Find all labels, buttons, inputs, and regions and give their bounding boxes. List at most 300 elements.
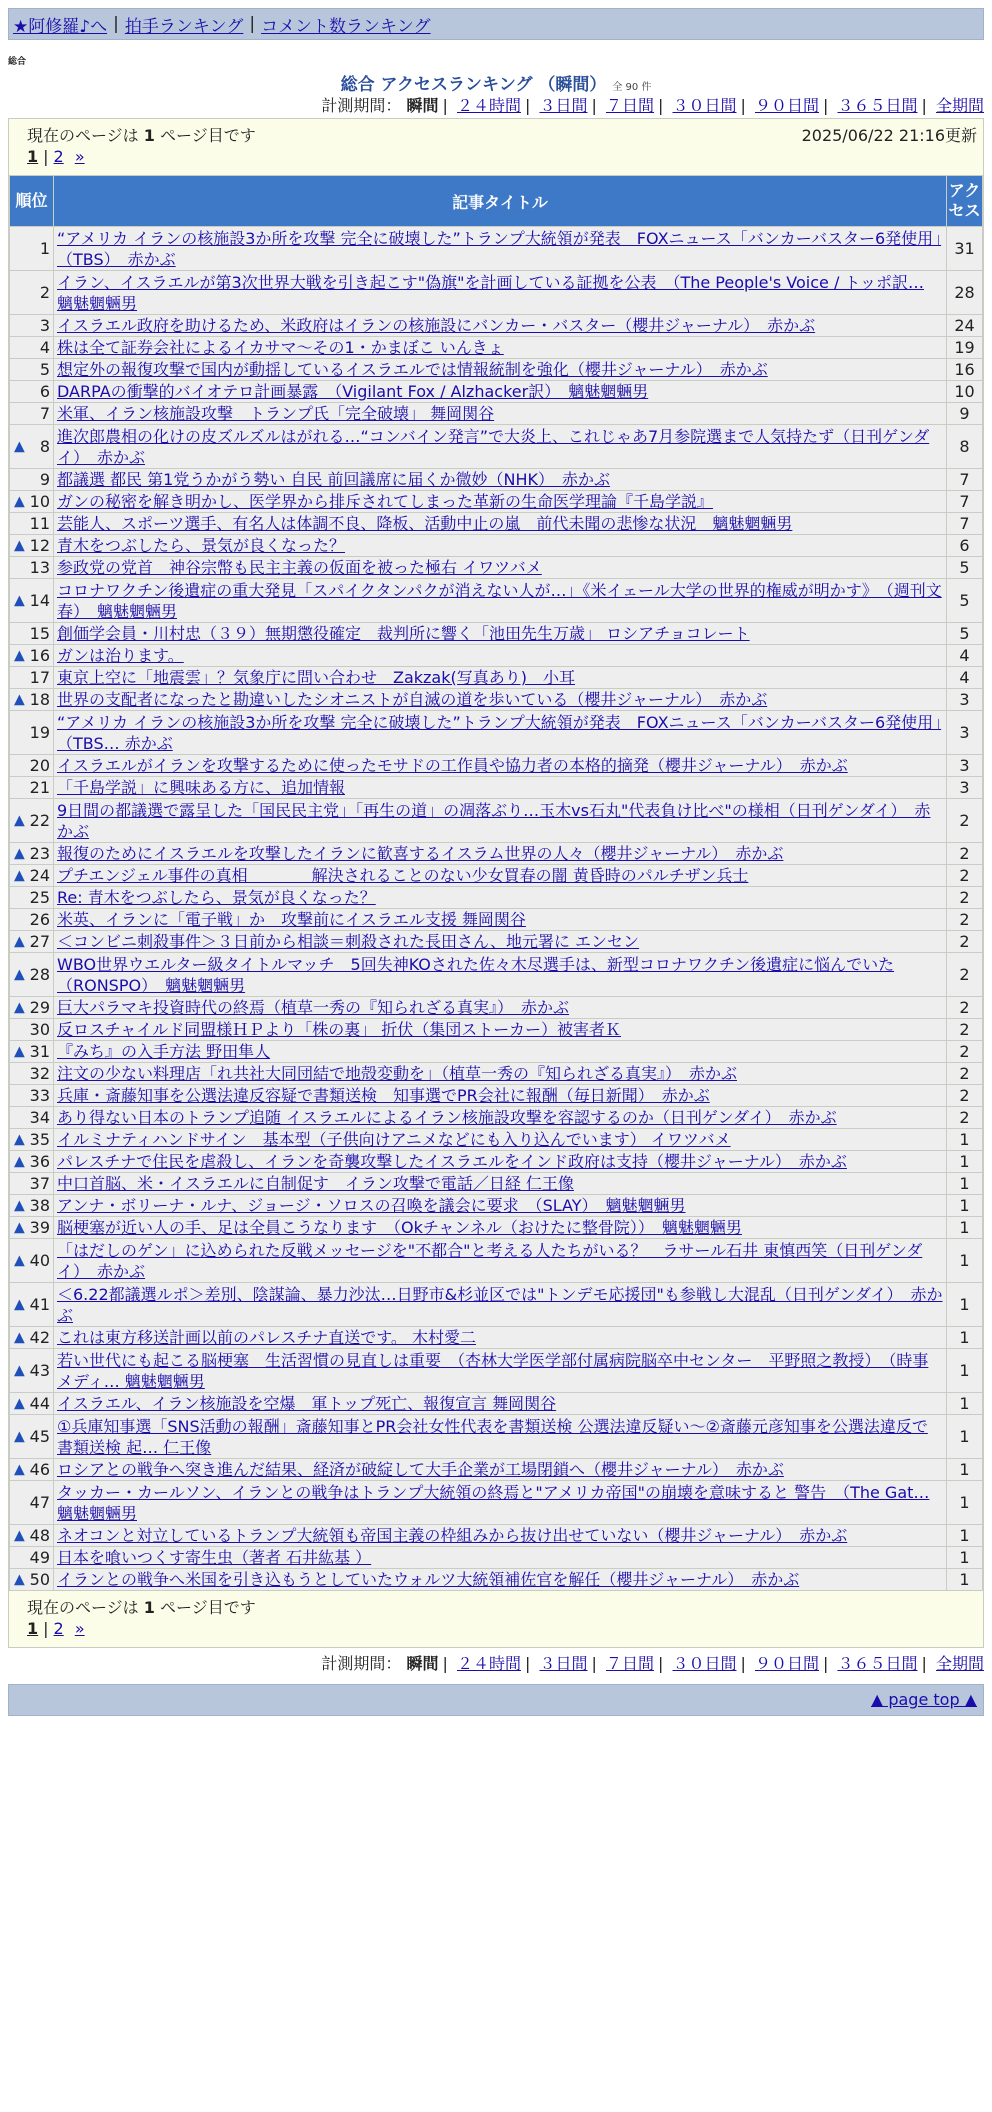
table-row [10, 535, 983, 557]
period-30d-link[interactable]: ３０日間 [672, 96, 737, 115]
article-link[interactable]: 注文の少ない料理店「れ共社大同団結で地殻変動を」（植草一秀の『知られざる真実』） 赤かぶ [57, 1064, 738, 1083]
article-link[interactable]: 巨大パラマキ投資時代の終焉（植草一秀の『知られざる真実』） 赤かぶ [57, 998, 570, 1017]
period-90d-link[interactable]: ９０日間 [754, 1654, 819, 1673]
period-label: 計測期間： [321, 96, 402, 115]
page-1-current: 1 [27, 1619, 39, 1638]
title-cell [54, 997, 947, 1019]
rank-number: 45 [29, 1427, 50, 1446]
article-link[interactable]: 報復のためにイスラエルを攻撃したイランに歓喜するイスラム世界の人々（櫻井ジャーナル） 赤かぶ [57, 844, 784, 863]
rank-up-arrow-icon: ▲ [14, 1461, 25, 1477]
page-top-link[interactable]: ▲ page top ▲ [870, 1690, 977, 1709]
table-row [10, 1349, 983, 1393]
rank-cell [10, 997, 54, 1019]
title-cell [54, 1195, 947, 1217]
rank-number: 25 [29, 888, 50, 907]
access-count: 4 [947, 645, 983, 667]
rank-number: 11 [29, 514, 50, 533]
title-cell [54, 1283, 947, 1327]
rank-number: 31 [29, 1042, 50, 1061]
access-count: 2 [947, 997, 983, 1019]
article-link[interactable]: DARPAの衝撃的バイオテロ計画暴露 （Vigilant Fox / Alzhacker訳） 魑魅魍魎男 [57, 382, 649, 401]
title-cell [54, 1525, 947, 1547]
article-link[interactable]: 世界の支配者になったと勘違いしたシオニストが自滅の道を歩いている（櫻井ジャーナル） 赤かぶ [57, 690, 768, 709]
article-link[interactable]: ロシアとの戦争へ突き進んだ結果、経済が破綻して大手企業が工場閉鎖へ（櫻井ジャーナル） 赤かぶ [57, 1460, 784, 1479]
access-count: 1 [947, 1393, 983, 1415]
article-link[interactable]: ガンの秘密を解き明かし、医学界から排斥されてしまった革新の生命医学理論『千島学説』 [57, 492, 714, 511]
rank-cell [10, 271, 54, 315]
ranking-title: 総合 アクセスランキング （瞬間） [340, 75, 607, 95]
nav-separator: | [249, 14, 256, 34]
rank-up-arrow-icon: ▲ [14, 845, 25, 861]
period-label: 計測期間： [321, 1654, 402, 1673]
access-count: 1 [947, 1525, 983, 1547]
rank-up-arrow-icon: ▲ [14, 1043, 25, 1059]
access-count: 24 [947, 315, 983, 337]
rank-up-arrow-icon: ▲ [14, 933, 25, 949]
rank-number: 39 [29, 1218, 50, 1237]
title-cell [54, 359, 947, 381]
article-link[interactable]: 青木をつぶしたら、景気が良くなった？ [57, 536, 346, 555]
period-7d-link[interactable]: ７日間 [605, 1654, 654, 1673]
period-3d-link[interactable]: ３日間 [539, 96, 588, 115]
title-cell [54, 1327, 947, 1349]
title-cell [54, 1415, 947, 1459]
rank-number: 42 [29, 1328, 50, 1347]
table-row [10, 667, 983, 689]
title-cell [54, 1481, 947, 1525]
title-cell [54, 931, 947, 953]
rank-number: 34 [29, 1108, 50, 1127]
footer-bar [8, 1684, 984, 1716]
title-cell [54, 953, 947, 997]
title-cell [54, 1569, 947, 1591]
period-365d-link[interactable]: ３６５日間 [837, 1654, 918, 1673]
rank-cell [10, 865, 54, 887]
rank-cell [10, 1173, 54, 1195]
access-count: 3 [947, 689, 983, 711]
title-cell [54, 843, 947, 865]
access-count: 5 [947, 579, 983, 623]
current-page-text: 現在のページは 1 ページ目です [27, 1598, 256, 1617]
rank-cell [10, 931, 54, 953]
period-selector-top: 計測期間： 瞬間 | ２４時間 | ３日間 | ７日間 | ３０日間 | ９０日間 | ３６５日間 | 全期間 [321, 96, 984, 115]
rank-number: 8 [39, 437, 50, 456]
ranking-box [8, 118, 984, 1648]
rank-number: 35 [29, 1130, 50, 1149]
rank-number: 43 [29, 1361, 50, 1380]
title-cell [54, 425, 947, 469]
article-link[interactable]: アンナ・ボリーナ・ルナ、ジョージ・ソロスの召喚を議会に要求 （SLAY） 魑魅魍魎男 [57, 1196, 686, 1215]
rank-number: 21 [29, 778, 50, 797]
table-row [10, 1151, 983, 1173]
title-cell [54, 315, 947, 337]
rank-up-arrow-icon: ▲ [14, 1362, 25, 1378]
table-row [10, 953, 983, 997]
rank-number: 44 [29, 1394, 50, 1413]
article-link[interactable]: WBO世界ウエルター級タイトルマッチ 5回失神KOされた佐々木尽選手は、新型コロナワクチン後遺症に悩んでいた（RONSPO） 魑魅魍魎男 [57, 954, 895, 995]
title-cell [54, 513, 947, 535]
rank-up-arrow-icon: ▲ [14, 537, 25, 553]
title-cell [54, 1085, 947, 1107]
rank-number: 26 [29, 910, 50, 929]
rank-cell [10, 953, 54, 997]
rank-header: 順位 [10, 176, 54, 227]
period-3d-link[interactable]: ３日間 [539, 1654, 588, 1673]
rank-number: 19 [29, 723, 50, 742]
pagination-bottom: 1 | 2 » [27, 1619, 85, 1638]
rank-cell [10, 689, 54, 711]
rank-number: 9 [39, 470, 50, 489]
rank-number: 49 [29, 1548, 50, 1567]
title-cell [54, 491, 947, 513]
rank-cell [10, 557, 54, 579]
table-row [10, 1283, 983, 1327]
table-row [10, 1327, 983, 1349]
rank-cell [10, 909, 54, 931]
page-1-current: 1 [27, 147, 39, 166]
rank-number: 1 [39, 239, 50, 258]
rank-up-arrow-icon: ▲ [14, 647, 25, 663]
rank-number: 3 [39, 316, 50, 335]
title-cell [54, 1041, 947, 1063]
article-link[interactable]: “アメリカ イランの核施設3か所を攻撃 完全に破壊した”トランプ大統領が発表 FOXニュース「バンカーバスター6発使用」（TBS） 赤かぶ [57, 228, 942, 269]
article-link[interactable]: ＜6.22都議選ルポ＞差別、陰謀論、暴力沙汰…日野市&杉並区では"トンデモ応援団"も参戦し大混乱（日刊ゲンダイ） 赤かぶ [57, 1284, 943, 1325]
table-row [10, 887, 983, 909]
rank-number: 5 [39, 360, 50, 379]
article-link[interactable]: 9日間の都議選で露呈した「国民民主党」「再生の道」の凋落ぶり…玉木vs石丸"代表負け比べ"の様相（日刊ゲンダイ） 赤かぶ [57, 800, 931, 841]
access-count: 2 [947, 865, 983, 887]
rank-number: 15 [29, 624, 50, 643]
article-link[interactable]: 創価学会員・川村忠（３９）無期懲役確定 裁判所に響く「池田先生万歳」 ロシアチョコレート [57, 624, 750, 643]
access-count: 1 [947, 1195, 983, 1217]
title-cell [54, 1217, 947, 1239]
page-2-link[interactable]: 2 [53, 147, 64, 166]
article-link[interactable]: タッカー・カールソン、イランとの戦争はトランプ大統領の終焉と"アメリカ帝国"の崩壊を意味すると 警告 （The Gat… 魑魅魍魎男 [57, 1482, 930, 1523]
table-row [10, 1019, 983, 1041]
rank-up-arrow-icon: ▲ [14, 812, 25, 828]
article-link[interactable]: 米軍、イラン核施設攻撃 トランプ氏「完全破壊」 舞岡関谷 [57, 404, 495, 423]
rank-up-arrow-icon: ▲ [14, 691, 25, 707]
rank-cell [10, 403, 54, 425]
rank-cell [10, 1217, 54, 1239]
article-link[interactable]: “アメリカ イランの核施設3か所を攻撃 完全に破壊した”トランプ大統領が発表 FOXニュース「バンカーバスター6発使用」（TBS… 赤かぶ [57, 712, 942, 753]
clap-ranking-link[interactable]: 拍手ランキング [124, 16, 244, 37]
access-count: 1 [947, 1547, 983, 1569]
article-link[interactable]: ＜コンビニ刺殺事件＞３日前から相談＝刺殺された長田さん、地元署に エンセン [57, 932, 640, 951]
rank-cell [10, 1459, 54, 1481]
title-cell [54, 403, 947, 425]
rank-number: 18 [29, 690, 50, 709]
rank-up-arrow-icon: ▲ [14, 1329, 25, 1345]
title-cell [54, 777, 947, 799]
article-link[interactable]: イルミナティハンドサイン 基本型（子供向けアニメなどにも入り込んでいます） イワツバメ [57, 1130, 731, 1149]
rank-cell [10, 535, 54, 557]
rank-cell [10, 1415, 54, 1459]
rank-cell [10, 1525, 54, 1547]
access-count: 1 [947, 1283, 983, 1327]
access-count: 1 [947, 1349, 983, 1393]
category-label: 総合 [8, 57, 27, 67]
page-2-link[interactable]: 2 [53, 1619, 64, 1638]
table-row [10, 1195, 983, 1217]
rank-cell [10, 1547, 54, 1569]
access-count: 1 [947, 1239, 983, 1283]
article-link[interactable]: 日本を喰いつくす寄生虫（著者 石井紘基 ） [57, 1548, 372, 1567]
article-link[interactable]: 『みち』の入手方法 野田隼人 [57, 1042, 271, 1061]
table-row [10, 1107, 983, 1129]
article-link[interactable]: イスラエルがイランを攻撃するために使ったモサドの工作員や協力者の本格的摘発（櫻井ジャーナル） 赤かぶ [57, 756, 848, 775]
access-count: 5 [947, 557, 983, 579]
table-row [10, 557, 983, 579]
table-row [10, 1129, 983, 1151]
article-link[interactable]: 東京上空に「地震雲」？気象庁に問い合わせ Zakzak(写真あり) 小耳 [57, 668, 575, 687]
rank-number: 38 [29, 1196, 50, 1215]
pagination-top: 1 | 2 » [27, 147, 85, 166]
period-90d-link[interactable]: ９０日間 [754, 96, 819, 115]
article-link[interactable]: パレスチナで住民を虐殺し、イランを奇襲攻撃したイスラエルをインド政府は支持（櫻井ジャーナル） 赤かぶ [57, 1152, 847, 1171]
home-link[interactable]: ★阿修羅♪へ [13, 16, 108, 37]
access-header: アクセス [947, 176, 983, 227]
page-info-bottom [9, 1591, 983, 1647]
article-link[interactable]: Re: 青木をつぶしたら、景気が良くなった？ [57, 888, 376, 907]
rank-number: 13 [29, 558, 50, 577]
rank-cell [10, 1481, 54, 1525]
rank-up-arrow-icon: ▲ [14, 966, 25, 982]
access-count: 1 [947, 1569, 983, 1591]
article-link[interactable]: ガンは治ります。 [57, 646, 184, 665]
rank-cell [10, 1085, 54, 1107]
next-page-link[interactable]: » [74, 1619, 85, 1638]
article-link[interactable]: ①兵庫知事選「SNS活動の報酬」斎藤知事とPR会社女性代表を書類送検 公選法違反疑い〜②斎藤元彦知事を公選法違反で書類送検 起… 仁王像 [57, 1416, 928, 1457]
title-cell [54, 689, 947, 711]
rank-number: 32 [29, 1064, 50, 1083]
rank-number: 14 [29, 591, 50, 610]
rank-number: 16 [29, 646, 50, 665]
rank-cell [10, 227, 54, 271]
access-count: 1 [947, 1151, 983, 1173]
access-count: 2 [947, 1063, 983, 1085]
title-cell [54, 579, 947, 623]
rank-cell [10, 1107, 54, 1129]
period-24h-link[interactable]: ２４時間 [456, 1654, 521, 1673]
rank-up-arrow-icon: ▲ [14, 1219, 25, 1235]
rank-cell [10, 1349, 54, 1393]
access-count: 9 [947, 403, 983, 425]
rank-number: 22 [29, 811, 50, 830]
access-count: 1 [947, 1129, 983, 1151]
current-page-number: 1 [143, 126, 155, 145]
title-cell [54, 711, 947, 755]
rank-up-arrow-icon: ▲ [14, 1252, 25, 1268]
article-link[interactable]: イスラエル政府を助けるため、米政府はイランの核施設にバンカー・バスター（櫻井ジャーナル） 赤かぶ [57, 316, 816, 335]
article-link[interactable]: 中口首脳、米・イスラエルに自制促す イラン攻撃で電話／日経 仁王像 [57, 1174, 574, 1193]
period-all-link[interactable]: 全期間 [935, 1654, 984, 1673]
rank-cell [10, 711, 54, 755]
rank-number: 48 [29, 1526, 50, 1545]
access-count: 7 [947, 491, 983, 513]
rank-number: 47 [29, 1493, 50, 1512]
access-count: 2 [947, 1085, 983, 1107]
rank-cell [10, 359, 54, 381]
article-link[interactable]: 兵庫・斎藤知事を公選法違反容疑で書類送検 知事選でPR会社に報酬（毎日新聞） 赤かぶ [57, 1086, 710, 1105]
access-count: 10 [947, 381, 983, 403]
rank-cell [10, 667, 54, 689]
table-row [10, 909, 983, 931]
access-count: 7 [947, 469, 983, 491]
rank-number: 7 [39, 404, 50, 423]
title-cell [54, 1019, 947, 1041]
article-link[interactable]: ネオコンと対立しているトランプ大統領も帝国主義の枠組みから抜け出せていない（櫻井ジャーナル） 赤かぶ [57, 1526, 848, 1545]
rank-cell [10, 513, 54, 535]
rank-cell [10, 799, 54, 843]
rank-cell [10, 645, 54, 667]
article-link[interactable]: プチエンジェル事件の真相 解決されることのない少女買春の闇 黄昏時のパルチザン兵士 [57, 866, 749, 885]
article-link[interactable]: 米英、イランに「電子戦」か 攻撃前にイスラエル支援 舞岡関谷 [57, 910, 526, 929]
rank-up-arrow-icon: ▲ [14, 867, 25, 883]
rank-cell [10, 315, 54, 337]
article-link[interactable]: 株は全て証券会社によるイカサマ〜その1・かまぼこ いんきょ [57, 338, 504, 357]
rank-number: 37 [29, 1174, 50, 1193]
access-count: 8 [947, 425, 983, 469]
access-count: 2 [947, 931, 983, 953]
table-row [10, 799, 983, 843]
title-cell [54, 1173, 947, 1195]
access-count: 2 [947, 909, 983, 931]
table-row [10, 623, 983, 645]
article-link[interactable]: あり得ない日本のトランプ追随 イスラエルによるイラン核施設攻撃を容認するのか（日刊ゲンダイ） 赤かぶ [57, 1108, 837, 1127]
article-link[interactable]: これは東方移送計画以前のパレスチナ直送です。 木村愛二 [57, 1328, 477, 1347]
article-link[interactable]: 反ロスチャイルド同盟様ＨＰより「株の裏」 折伏（集団ストーカー）被害者Ｋ [57, 1020, 621, 1039]
rank-cell [10, 777, 54, 799]
article-link[interactable]: 脳梗塞が近い人の手、足は全員こうなります （Okチャンネル（おけたに整骨院）） 魑魅魍魎男 [57, 1218, 742, 1237]
rank-number: 23 [29, 844, 50, 863]
rank-cell [10, 1041, 54, 1063]
article-link[interactable]: 若い世代にも起こる脳梗塞 生活習慣の見直しは重要 （杏林大学医学部付属病院脳卒中センター 平野照之教授） （時事メディ… 魑魅魍魎男 [57, 1350, 929, 1391]
rank-cell [10, 1569, 54, 1591]
article-link[interactable]: 「千島学説」に興味ある方に、追加情報 [57, 778, 346, 797]
rank-number: 41 [29, 1295, 50, 1314]
updated-timestamp: 2025/06/22 21:16更新 [801, 126, 977, 145]
rank-up-arrow-icon: ▲ [14, 999, 25, 1015]
title-cell [54, 1239, 947, 1283]
table-row [10, 1547, 983, 1569]
table-row [10, 843, 983, 865]
table-row [10, 469, 983, 491]
title-cell [54, 1393, 947, 1415]
article-link[interactable]: コロナワクチン後遺症の重大発見「スパイクタンパクが消えない人が…」《米イェール大学の世界的権威が明かす》 （週刊文春） 魑魅魍魎男 [57, 580, 942, 621]
nav-separator: | [113, 14, 119, 34]
title-cell [54, 865, 947, 887]
title-cell [54, 909, 947, 931]
rank-cell [10, 469, 54, 491]
rank-up-arrow-icon: ▲ [14, 493, 25, 509]
table-row [10, 403, 983, 425]
period-24h-link[interactable]: ２４時間 [456, 96, 521, 115]
table-row [10, 865, 983, 887]
title-cell [54, 887, 947, 909]
rank-cell [10, 1283, 54, 1327]
ranking-table [9, 175, 983, 1591]
title-cell [54, 1151, 947, 1173]
title-cell [54, 1129, 947, 1151]
table-row [10, 271, 983, 315]
next-page-link[interactable]: » [74, 147, 85, 166]
article-link[interactable]: 芸能人、スポーツ選手、有名人は体調不良、降板、活動中止の嵐 前代未聞の悲惨な状況 魑魅魍魎男 [57, 514, 793, 533]
rank-cell [10, 1151, 54, 1173]
title-cell [54, 381, 947, 403]
access-count: 2 [947, 1019, 983, 1041]
rank-up-arrow-icon: ▲ [14, 1527, 25, 1543]
table-row [10, 1239, 983, 1283]
period-30d-link[interactable]: ３０日間 [672, 1654, 737, 1673]
page-title [0, 70, 992, 95]
rank-cell [10, 1195, 54, 1217]
title-cell [54, 557, 947, 579]
article-link[interactable]: イランとの戦争へ米国を引き込もうとしていたウォルツ大統領補佐官を解任（櫻井ジャーナル） 赤かぶ [57, 1570, 800, 1589]
access-count: 3 [947, 755, 983, 777]
article-link[interactable]: 進次郎農相の化けの皮ズルズルはがれる…“コンバイン発言”で大炎上、これじゃあ7月参院選まで人気持たず（日刊ゲンダイ） 赤かぶ [57, 426, 930, 467]
comment-ranking-link[interactable]: コメント数ランキング [261, 16, 431, 37]
article-link[interactable]: イラン、イスラエルが第3次世界大戦を引き起こす"偽旗"を計画している証拠を公表 （The People's Voice / トッポ訳… 魑魅魍魎男 [57, 272, 924, 313]
period-current: 瞬間 [406, 1654, 439, 1673]
rank-number: 50 [29, 1570, 50, 1589]
access-count: 28 [947, 271, 983, 315]
period-all-link[interactable]: 全期間 [935, 96, 984, 115]
top-nav-bar [8, 8, 984, 40]
table-row [10, 1217, 983, 1239]
rank-cell [10, 337, 54, 359]
title-cell [54, 337, 947, 359]
rank-number: 12 [29, 536, 50, 555]
article-link[interactable]: イスラエル、イラン核施設を空爆 軍トップ死亡、報復宣言 舞岡関谷 [57, 1394, 557, 1413]
title-cell [54, 1349, 947, 1393]
table-row [10, 359, 983, 381]
article-link[interactable]: 都議選 都民 第1党うかがう勢い 自民 前回議席に届くか微妙（NHK） 赤かぶ [57, 470, 611, 489]
rank-cell [10, 491, 54, 513]
access-count: 1 [947, 1459, 983, 1481]
title-cell [54, 271, 947, 315]
access-count: 5 [947, 623, 983, 645]
article-link[interactable]: 参政党の党首 神谷宗幣も民主主義の仮面を被った極右 イワツバメ [57, 558, 542, 577]
rank-up-arrow-icon: ▲ [14, 1296, 25, 1312]
period-365d-link[interactable]: ３６５日間 [837, 96, 918, 115]
article-link[interactable]: 想定外の報復攻撃で国内が動揺しているイスラエルでは情報統制を強化（櫻井ジャーナル） 赤かぶ [57, 360, 768, 379]
rank-number: 36 [29, 1152, 50, 1171]
rank-number: 40 [29, 1251, 50, 1270]
table-row [10, 425, 983, 469]
rank-number: 20 [29, 756, 50, 775]
table-row [10, 1041, 983, 1063]
table-row [10, 711, 983, 755]
table-row [10, 1085, 983, 1107]
rank-number: 30 [29, 1020, 50, 1039]
rank-number: 17 [29, 668, 50, 687]
rank-up-arrow-icon: ▲ [14, 592, 25, 608]
title-cell [54, 1107, 947, 1129]
access-count: 31 [947, 227, 983, 271]
rank-cell [10, 755, 54, 777]
rank-up-arrow-icon: ▲ [14, 1131, 25, 1147]
table-row [10, 1525, 983, 1547]
access-count: 2 [947, 843, 983, 865]
title-cell [54, 227, 947, 271]
rank-cell [10, 1129, 54, 1151]
article-link[interactable]: 「はだしのゲン」に込められた反戦メッセージを"不都合"と考える人たちがいる？ ラサール石井 東慎西笑（日刊ゲンダイ） 赤かぶ [57, 1240, 923, 1281]
title-cell [54, 645, 947, 667]
access-count: 6 [947, 535, 983, 557]
period-7d-link[interactable]: ７日間 [605, 96, 654, 115]
rank-cell [10, 843, 54, 865]
